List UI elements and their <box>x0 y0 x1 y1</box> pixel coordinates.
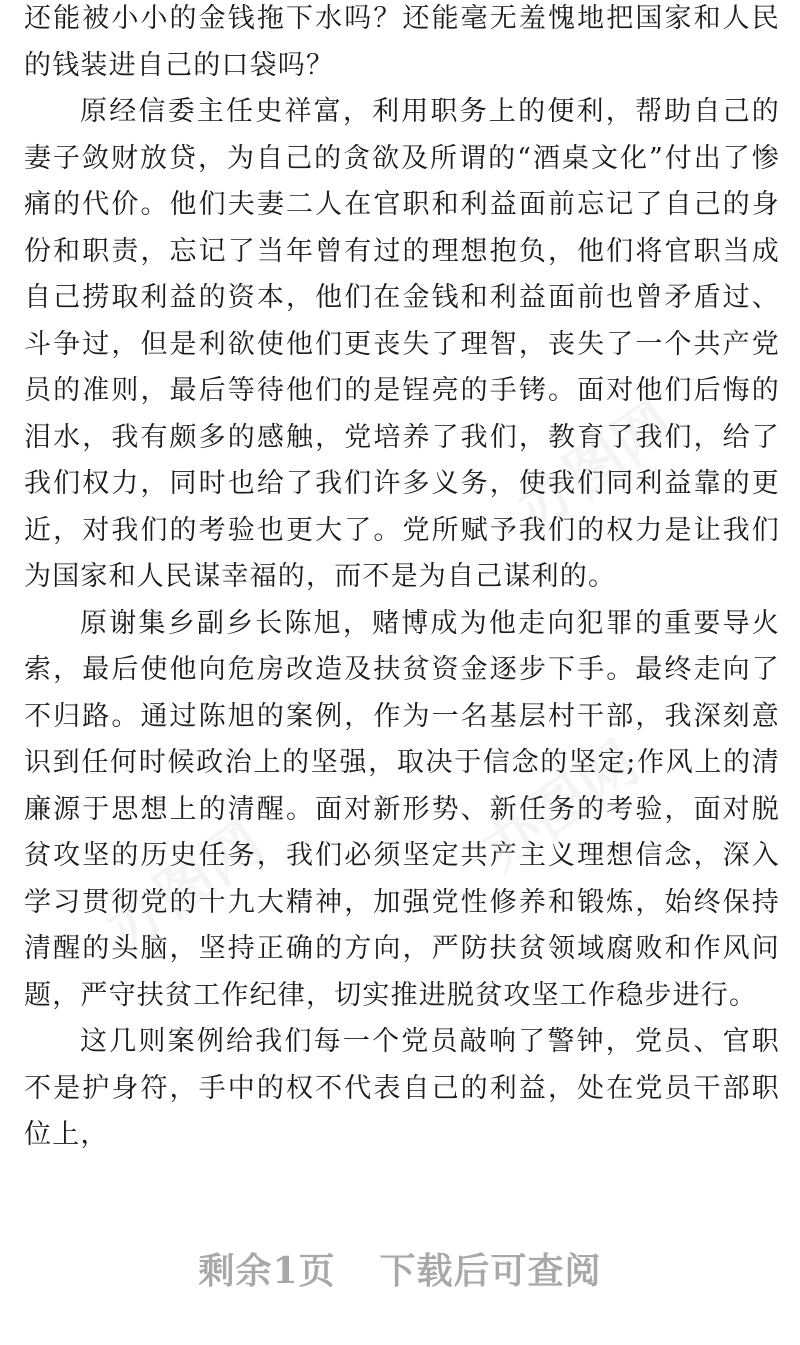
paragraph-shi-xiangfu-case: 原经信委主任史祥富，利用职务上的便利，帮助自己的妻子敛财放贷，为自己的贪欲及所谓的“酒桌文化”付出了惨痛的代价。他们夫妻二人在官职和利益面前忘记了自己的身份和职责，忘记了当年曾有过的理想抱负，他们将官职当成自己捞取利益的资本，他们在金钱和利益面前也曾矛盾过、斗争过，但是利欲使他们更丧失了理智，丧失了一个共产党员的准则，最后等待他们的是锃亮的手铐。面对他们后悔的泪水，我有颇多的感触，党培养了我们，教育了我们，给了我们权力，同时也给了我们许多义务，使我们同利益靠的更近，对我们的考验也更大了。党所赋予我们的权力是让我们为国家和人民谋幸福的，而不是为自己谋利的。 <box>24 96 780 592</box>
document-body <box>24 0 780 1159</box>
remaining-pages-notice[interactable] <box>0 1243 800 1294</box>
paragraph-continued: 还能被小小的金钱拖下水吗？还能毫无羞愧地把国家和人民的钱装进自己的口袋吗？ <box>24 3 780 81</box>
paragraph-chen-xu-case: 原谢集乡副乡长陈旭，赌博成为他走向犯罪的重要导火索，最后使他向危房改造及扶贫资金逐步下手。最终走向了不归路。通过陈旭的案例，作为一名基层村干部，我深刻意识到任何时候政治上的坚强，取决于信念的坚定;作风上的清廉源于思想上的清醒。面对新形势、新任务的考验，面对脱贫攻坚的历史任务，我们必须坚定共产主义理想信念，深入学习贯彻党的十九大精神，加强党性修养和锻炼，始终保持清醒的头脑，坚持正确的方向，严防扶贫领域腐败和作风问题，严守扶贫工作纪律，切实推进脱贫攻坚工作稳步进行。 <box>24 607 780 1011</box>
remaining-pages-count: 剩余1页 <box>198 1250 336 1292</box>
download-hint: 下载后可查阅 <box>379 1250 602 1292</box>
paragraph-conclusion: 这几则案例给我们每一个党员敲响了警钟，党员、官职不是护身符，手中的权不代表自己的利益，处在党员干部职位上， <box>24 1026 780 1150</box>
